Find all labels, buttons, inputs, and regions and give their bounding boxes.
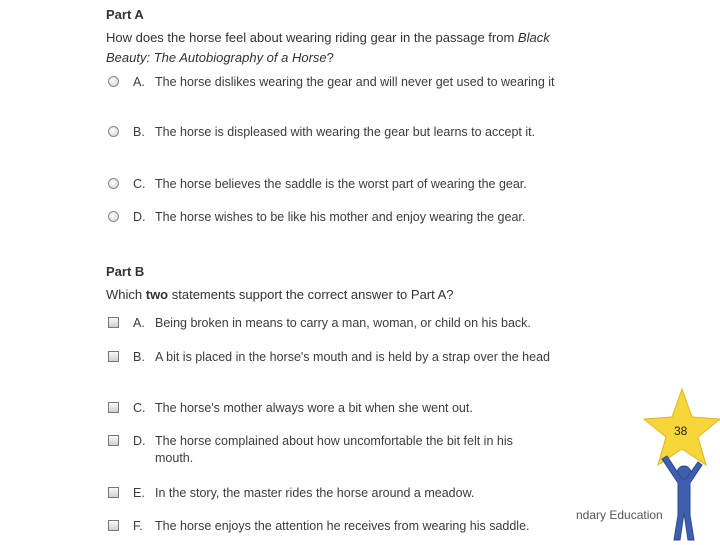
- choice-text: The horse wishes to be like his mother and enjoy wearing the gear.: [155, 210, 526, 224]
- choice-text: The horse dislikes wearing the gear and will never get used to wearing it: [155, 75, 555, 89]
- choice-text: The horse complained about how uncomfortable the bit felt in his mouth.: [155, 434, 513, 465]
- choice-text: In the story, the master rides the horse around a meadow.: [155, 486, 475, 500]
- choice-text: The horse enjoys the attention he receives from wearing his saddle.: [155, 519, 530, 533]
- part-b-question-post: statements support the correct answer to Part A?: [168, 287, 454, 302]
- slide-number: 38: [674, 424, 688, 438]
- choice-letter: E.: [133, 486, 145, 500]
- radio-button[interactable]: [108, 126, 119, 137]
- choice-letter: F.: [133, 519, 143, 533]
- checkbox[interactable]: [108, 520, 119, 531]
- part-b-question: [106, 285, 586, 305]
- choice-text: The horse believes the saddle is the worst part of wearing the gear.: [155, 177, 527, 191]
- choice-letter: C.: [133, 177, 146, 191]
- part-a-question: [106, 28, 586, 68]
- part-b-question-emphasis: two: [145, 287, 169, 302]
- part-a-question-pre: How does the horse feel about wearing riding gear in the passage from: [106, 30, 518, 45]
- checkbox[interactable]: [108, 317, 119, 328]
- choice-letter: A.: [133, 316, 145, 330]
- person-icon: [662, 456, 702, 540]
- choice-letter: C.: [133, 401, 146, 415]
- choice-text: The horse is displeased with wearing the gear but learns to accept it.: [155, 125, 536, 139]
- choice-text: The horse's mother always wore a bit when she went out.: [155, 401, 473, 415]
- star-figure-logo: [642, 385, 720, 545]
- choice-letter: A.: [133, 75, 145, 89]
- choice-letter: D.: [133, 210, 146, 224]
- part-b-question-pre: Which: [106, 287, 146, 302]
- part-a-book-title: Black Beauty: The Autobiography of a Horse: [106, 30, 550, 65]
- part-a-heading: Part A: [106, 7, 144, 22]
- checkbox[interactable]: [108, 402, 119, 413]
- part-b-heading: Part B: [106, 264, 145, 279]
- choice-letter: D.: [133, 434, 146, 448]
- footer-text: ndary Education: [576, 508, 663, 522]
- radio-button[interactable]: [108, 211, 119, 222]
- radio-button[interactable]: [108, 178, 119, 189]
- choice-text: A bit is placed in the horse's mouth and is held by a strap over the head: [155, 350, 550, 364]
- checkbox[interactable]: [108, 487, 119, 498]
- choice-letter: B.: [133, 350, 145, 364]
- choice-letter: B.: [133, 125, 145, 139]
- radio-button[interactable]: [108, 76, 119, 87]
- choice-text: Being broken in means to carry a man, woman, or child on his back.: [155, 316, 531, 330]
- checkbox[interactable]: [108, 435, 119, 446]
- checkbox[interactable]: [108, 351, 119, 362]
- part-a-question-post: ?: [326, 50, 334, 65]
